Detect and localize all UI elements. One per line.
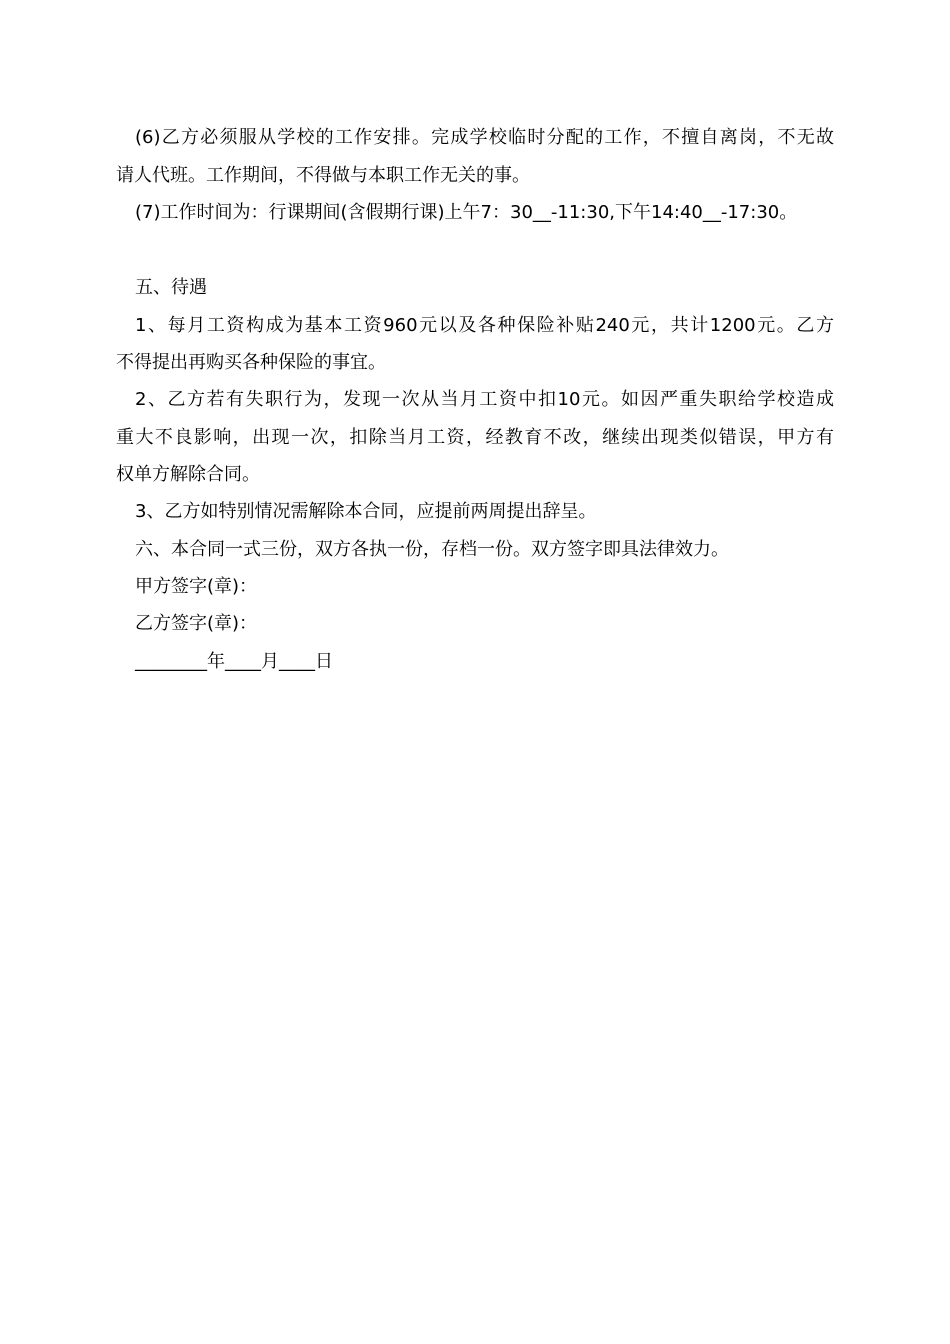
- item-1-line-1: 1、每月工资构成为基本工资960元以及各种保险补贴240元，共计1200元。乙方: [135, 315, 834, 336]
- signature-date: ________年____月____日: [135, 651, 333, 672]
- party-a-signature: 甲方签字(章)：: [135, 576, 258, 597]
- item-1-line-2: 不得提出再购买各种保险的事宜。: [116, 352, 386, 373]
- clause-7-line: (7)工作时间为：行课期间(含假期行课)上午7：30__-11:30,下午14:40__-17:30。: [135, 202, 798, 223]
- clause-6-line-2: 请人代班。工作期间，不得做与本职工作无关的事。: [116, 165, 530, 186]
- section-5-heading: 五、待遇: [135, 277, 207, 298]
- party-b-signature: 乙方签字(章)：: [135, 613, 258, 634]
- clause-6-line-1: (6)乙方必须服从学校的工作安排。完成学校临时分配的工作，不擅自离岗，不无故: [135, 127, 834, 148]
- item-2-line-1: 2、乙方若有失职行为，发现一次从当月工资中扣10元。如因严重失职给学校造成: [135, 389, 834, 410]
- section-6-line: 六、本合同一式三份，双方各执一份，存档一份。双方签字即具法律效力。: [135, 539, 729, 560]
- item-3-line: 3、乙方如特别情况需解除本合同，应提前两周提出辞呈。: [135, 501, 597, 522]
- item-2-line-3: 权单方解除合同。: [116, 464, 260, 485]
- item-2-line-2: 重大不良影响，出现一次，扣除当月工资，经教育不改，继续出现类似错误，甲方有: [116, 427, 834, 448]
